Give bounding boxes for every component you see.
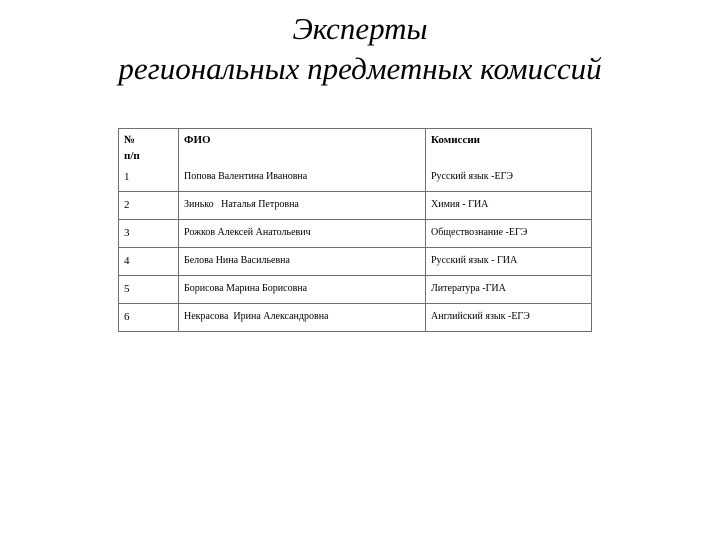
row-fio: Белова Нина Васильевна [179,247,426,275]
table-row [119,247,592,275]
row-number: 2 [119,191,179,219]
row-number: 4 [119,247,179,275]
row-fio: Некрасова Ирина Александровна [179,303,426,331]
table-row [119,191,592,219]
row-fio: Рожков Алексей Анатольевич [179,219,426,247]
row-commission: Английский язык -ЕГЭ [426,303,592,331]
row-fio: Попова Валентина Ивановна [179,169,426,191]
row-fio: Борисова Марина Борисовна [179,275,426,303]
header-number [119,129,179,170]
header-number-line-2: п/п [124,150,140,162]
row-number: 1 [119,169,179,191]
row-commission: Русский язык -ЕГЭ [426,169,592,191]
row-number: 6 [119,303,179,331]
row-fio: Зинько Наталья Петровна [179,191,426,219]
table-row [119,169,592,191]
experts-table [118,128,592,332]
row-commission: Обществознание -ЕГЭ [426,219,592,247]
table-header-row [119,129,592,170]
table-row [119,219,592,247]
page-title-line-1: Эксперты [292,11,428,46]
header-commission: Комиссии [426,129,592,170]
row-commission: Русский язык - ГИА [426,247,592,275]
table-row [119,275,592,303]
header-number-line-1: № [124,134,136,146]
row-commission: Литература -ГИА [426,275,592,303]
table-row [119,303,592,331]
row-commission: Химия - ГИА [426,191,592,219]
row-number: 3 [119,219,179,247]
row-number: 5 [119,275,179,303]
header-fio: ФИО [179,129,426,170]
page-title-line-2: региональных предметных комиссий [118,51,602,86]
